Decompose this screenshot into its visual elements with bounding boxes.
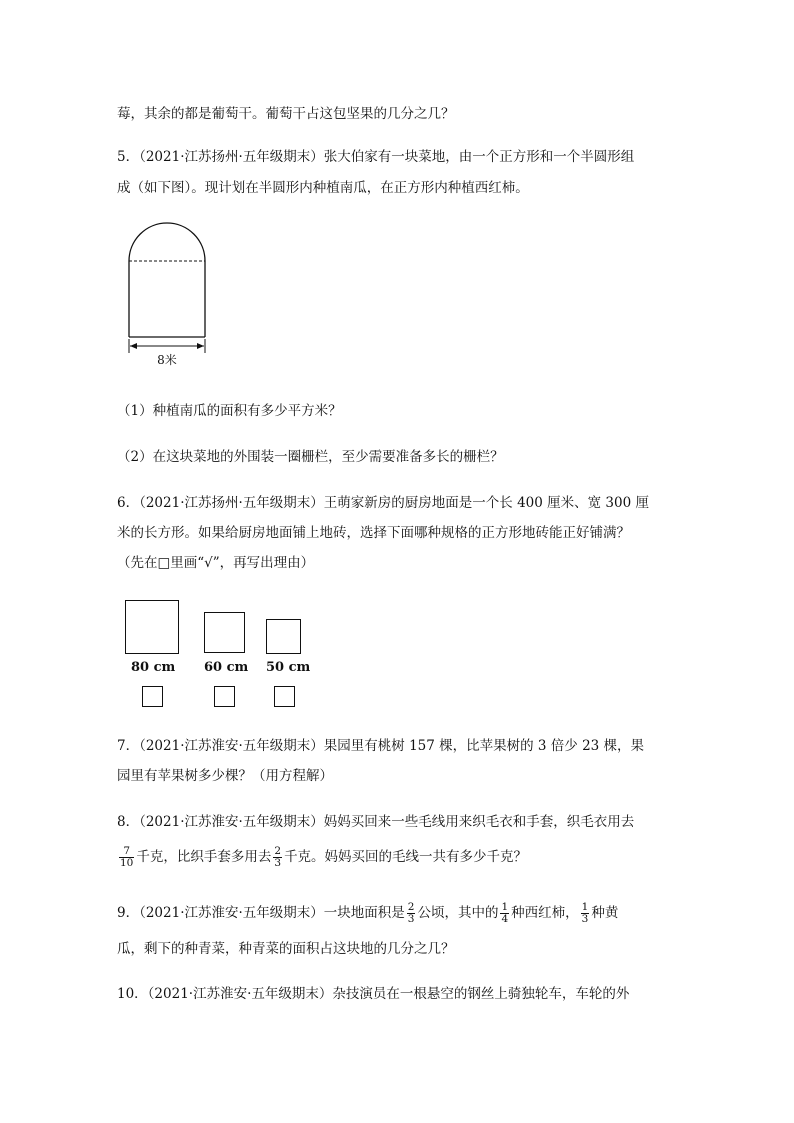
q9-line2: 瓜，剩下的种青菜，种青菜的面积占这块地的几分之几？	[117, 941, 455, 957]
tile-80-square	[125, 600, 179, 654]
q5-line1: 5．（2021·江苏扬州·五年级期末）张大伯家有一块菜地，由一个正方形和一个半圆形组	[117, 149, 635, 165]
fraction-7-10: $\frac{7}{10}$	[120, 845, 134, 869]
q8-line1: 8．（2021·江苏淮安·五年级期末）妈妈买回来一些毛线用来织毛衣和手套，织毛衣用去	[117, 814, 635, 830]
tile-60-checkbox[interactable]	[214, 686, 235, 707]
tile-50-label: 50 cm	[266, 660, 311, 675]
tile-60-square	[204, 612, 245, 653]
q7-line2: 园里有苹果树多少棵？（用方程解）	[117, 768, 333, 784]
garden-diagram	[120, 222, 220, 372]
q5-sub1: （1）种植南瓜的面积有多少平方米？	[117, 403, 342, 419]
q4-continuation: 莓，其余的都是葡萄干。葡萄干占这包坚果的几分之几？	[117, 106, 455, 122]
fraction-2-3: $\frac{2}{3}$	[274, 845, 282, 869]
q6-line1: 6．（2021·江苏扬州·五年级期末）王萌家新房的厨房地面是一个长 400 厘米、宽 300 厘	[117, 495, 649, 511]
fraction-2-3: $\frac{2}{3}$	[407, 901, 415, 925]
q7-line1: 7．（2021·江苏淮安·五年级期末）果园里有桃树 157 棵，比苹果树的 3 倍少 23 棵，果	[117, 738, 645, 754]
arrow-left-icon	[130, 343, 137, 349]
q9-line1: 9．（2021·江苏淮安·五年级期末）一块地面积是 $\frac{2}{3}$ 公顷，其中的 $\frac{1}{4}$ 种西红柿， $\frac{1}{3}$ 种黄	[117, 901, 619, 925]
semicircle-outline	[129, 223, 205, 261]
q6-line2: 米的长方形。如果给厨房地面铺上地砖，选择下面哪种规格的正方形地砖能正好铺满？	[117, 525, 630, 541]
q6-line3: （先在□里画“√”，再写出理由）	[117, 555, 315, 571]
tile-60-label: 60 cm	[204, 660, 249, 675]
tile-50-checkbox[interactable]	[274, 686, 295, 707]
fraction-1-4: $\frac{1}{4}$	[501, 901, 509, 925]
dimension-label: 8米	[157, 353, 177, 367]
tile-50-square	[266, 619, 301, 654]
tile-80-checkbox[interactable]	[142, 686, 163, 707]
tile-80-label: 80 cm	[131, 660, 176, 675]
q8-line2: $\frac{7}{10}$ 千克，比织手套多用去 $\frac{2}{3}$ 千克。妈妈买回的毛线一共有多少千克？	[120, 845, 528, 869]
q5-line2: 成（如下图）。现计划在半圆形内种植南瓜，在正方形内种植西红柿。	[117, 180, 529, 196]
q5-sub2: （2）在这块菜地的外围装一圈栅栏，至少需要准备多长的栅栏？	[117, 449, 504, 465]
arrow-right-icon	[197, 343, 204, 349]
fraction-1-3: $\frac{1}{3}$	[581, 901, 589, 925]
q10-line1: 10．（2021·江苏淮安·五年级期末）杂技演员在一根悬空的钢丝上骑独轮车，车轮的外	[117, 986, 630, 1002]
